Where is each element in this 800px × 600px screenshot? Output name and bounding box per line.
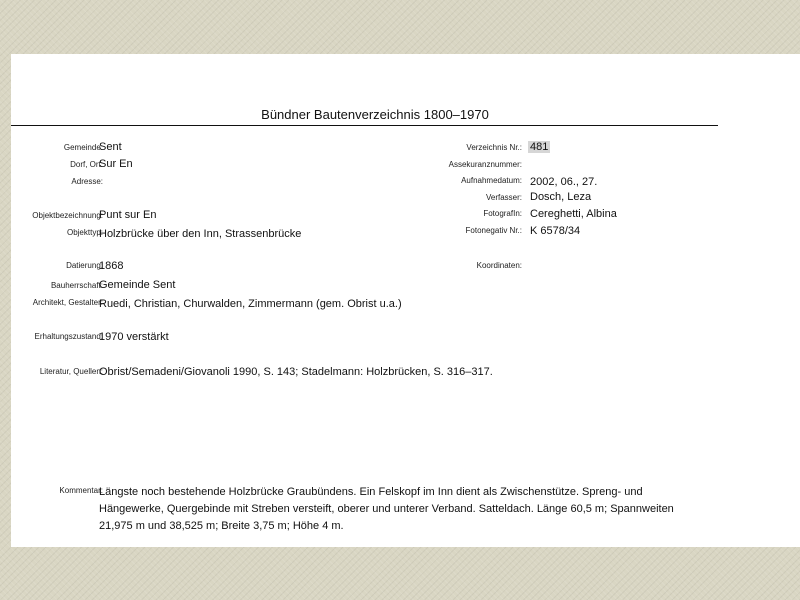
literatur-value: Obrist/Semadeni/Giovanoli 1990, S. 143; Stadelmann: Holzbrücken, S. 316–317. [99, 366, 493, 378]
architekt-label: Architekt, Gestalter: [32, 298, 103, 307]
title-rule [11, 125, 718, 126]
gemeinde-label: Gemeinde: [63, 143, 103, 152]
objekttyp-label: Objekttyp: [66, 228, 103, 237]
fotonegativ-value: K 6578/34 [530, 225, 581, 237]
kommentar-value: Längste noch bestehende Holzbrücke Graubündens. Ein Felskopf im Inn dient als Zwischenstütze. Spreng- und Hängewerke, Quergebinde mit Streben versteift, oberer und unterer Verband. Satteldach. Länge 60,5 m; Spannweiten 21,975 m und 38,525 m; Breite 3,75 m; Höhe 4 m. [99, 486, 674, 532]
objektbezeichnung-value: Punt sur En [99, 209, 157, 221]
fotografin-value: Cereghetti, Albina [530, 208, 617, 220]
assekuranz-label: Assekuranznummer: [448, 160, 522, 169]
bauherrschaft-label: Bauherrschaft: [50, 281, 103, 290]
koordinaten-label: Koordinaten: [476, 261, 522, 270]
kommentar-label: Kommentar: [59, 486, 103, 495]
architekt-value: Ruedi, Christian, Churwalden, Zimmermann (gem. Obrist u.a.) [99, 298, 402, 310]
erhaltung-label: Erhaltungszustand: [34, 332, 103, 341]
verfasser-value: Dosch, Leza [530, 191, 592, 203]
verzeichnis-label: Verzeichnis Nr.: [466, 143, 522, 152]
gemeinde-value: Sent [99, 141, 122, 153]
objektbezeichnung-label: Objektbezeichnung: [32, 211, 103, 220]
bauherrschaft-value: Gemeinde Sent [99, 279, 176, 291]
dorf-value: Sur En [99, 158, 133, 170]
record-card [11, 54, 800, 547]
dorf-label: Dorf, Ort: [70, 160, 103, 169]
literatur-label: Literatur, Quellen: [39, 367, 103, 376]
fotonegativ-label: Fotonegativ Nr.: [465, 226, 522, 235]
erhaltung-value: 1970 verstärkt [99, 331, 169, 343]
document-title: Bündner Bautenverzeichnis 1800–1970 [261, 107, 489, 122]
verfasser-label: Verfasser: [485, 193, 522, 202]
datierung-label: Datierung: [66, 261, 103, 270]
verzeichnis-number: 481 [530, 141, 549, 153]
objekttyp-value: Holzbrücke über den Inn, Strassenbrücke [99, 228, 302, 240]
datierung-value: 1868 [99, 260, 124, 272]
fotografin-label: FotografIn: [483, 209, 522, 218]
verzeichnis-value [530, 141, 550, 153]
adresse-label: Adresse: [71, 177, 103, 186]
aufnahmedatum-value: 2002, 06., 27. [530, 176, 598, 188]
aufnahmedatum-label: Aufnahmedatum: [461, 176, 522, 185]
